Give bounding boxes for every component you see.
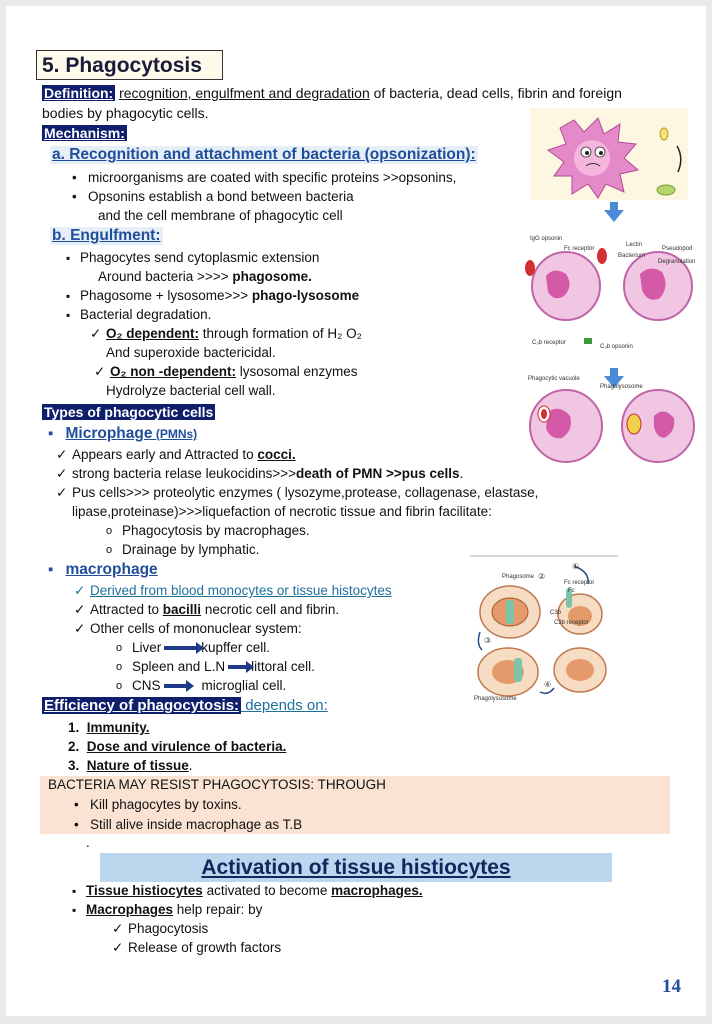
dose-term: Dose and virulence of bacteria. <box>86 739 287 754</box>
fig1-c3b-opsonin-label: C₃b opsonin <box>600 344 633 350</box>
macrophage-point-2-post: necrotic cell and fibrin. <box>201 602 340 617</box>
microglial-label: microglial cell. <box>201 678 287 693</box>
page <box>6 6 706 1016</box>
section-title: 5. Phagocytosis <box>36 50 223 80</box>
macrophage-figure <box>470 554 618 704</box>
fig1-vacuole-label: Phagocytic vacuole <box>528 376 580 382</box>
fig2-step4-label: ④ <box>544 680 552 689</box>
activation-point-1-mid: activated to become <box>202 883 332 898</box>
recognition-bullet-2-cont: and the cell membrane of phagocytic cell <box>98 208 343 223</box>
efficiency-heading <box>42 697 328 715</box>
fig2-phagosome-label: Phagosome <box>502 574 535 580</box>
activation-point-1 <box>86 882 423 900</box>
macrophage-heading-wrap: ▪ macrophage <box>48 561 158 578</box>
efficiency-item-2: 2. Dose and virulence of bacteria. <box>68 739 287 754</box>
phagocytosis-figure <box>514 106 696 468</box>
microphage-sub-1: o Phagocytosis by macrophages. <box>122 522 310 540</box>
resist-bullet-1: • Kill phagocytes by toxins. <box>90 796 242 814</box>
stray-dot: . <box>86 835 90 850</box>
cns-label: CNS <box>132 678 161 693</box>
microphage-point-3-cont: lipase,proteinase)>>>liquefaction of necrotic tissue and fibrin facilitate: <box>72 504 492 519</box>
definition-line <box>42 84 622 102</box>
engulfment-step-1-cont <box>98 268 312 286</box>
pus-cells-term: death of PMN >>pus cells <box>296 466 460 481</box>
resist-heading: BACTERIA MAY RESIST PHAGOCYTOSIS: THROUGH <box>48 777 386 792</box>
macrophage-point-2-pre: Attracted to <box>90 602 163 617</box>
fig1-lectin-label: Lectin <box>626 242 643 248</box>
o2-nondependent-label: O₂ non -dependent: <box>110 364 236 379</box>
microphage-heading: Microphage <box>65 425 153 442</box>
microphage-sub-2: o Drainage by lymphatic. <box>122 541 259 559</box>
fig1-igg-label: IgG opsonin <box>530 236 563 242</box>
immunity-term: Immunity. <box>86 720 150 735</box>
tissue-term-post: . <box>188 758 193 773</box>
liver-label: Liver <box>132 640 162 655</box>
fig2-c3b-receptor-label: C3b receptor <box>554 620 589 626</box>
mononuclear-liver <box>132 639 270 657</box>
efficiency-item-1: 1. Immunity. <box>68 720 150 735</box>
microphage-heading-wrap: ▪ Microphage (PMNs) <box>48 425 198 442</box>
resist-bullet-2: • Still alive inside macrophage as T.B <box>90 816 302 834</box>
macrophage-point-2 <box>90 601 339 619</box>
fig1-c3b-receptor-label: C₃b receptor <box>532 340 566 346</box>
efficiency-label: Efficiency of phagocytosis: <box>44 697 240 714</box>
repair-growth-factors: ✓ Release of growth factors <box>128 939 281 957</box>
phagocytosis-illustration <box>514 106 696 468</box>
efficiency-item-3: 3. Nature of tissue. <box>68 758 193 773</box>
engulfment-heading: b. Engulfment: <box>52 227 161 244</box>
recognition-heading: a. Recognition and attachment of bacteria (opsonization): <box>52 146 476 163</box>
definition-line2: bodies by phagocytic cells. <box>42 105 209 121</box>
microphage-point-2-post: . <box>459 466 464 481</box>
mononuclear-cns <box>132 677 286 695</box>
o2-nondependent <box>110 363 358 381</box>
arrow-right-icon <box>164 684 188 688</box>
fig2-step3-label: ③ <box>484 636 492 645</box>
microphage-point-2-pre: strong bacteria relase leukocidins>>> <box>72 466 297 481</box>
o2-dependent-cont: And superoxide bactericidal. <box>106 345 276 360</box>
macrophage-point-1: ✓ Derived from blood monocytes or tissue histocytes <box>90 582 392 600</box>
phagosome-term: phagosome. <box>232 269 312 284</box>
bacilli-term: bacilli <box>162 602 202 617</box>
engulfment-step-3: ▪ Bacterial degradation. <box>80 306 211 324</box>
fig2-step1-label: ① <box>572 562 580 571</box>
fig2-phagolysosome-label: Phagolysosome <box>474 696 517 702</box>
fig1-phagolysosome-label: Phagolysosome <box>600 384 643 390</box>
engulfment-step-2 <box>80 287 359 305</box>
mononuclear-spleen <box>132 658 315 676</box>
phagolysosome-term: phago-lysosome <box>251 288 360 303</box>
fig2-fc-receptor-label: Fc receptor <box>564 580 595 586</box>
fig2-c3b-label: C3b <box>550 610 562 616</box>
mechanism-label: Mechanism: <box>44 125 125 141</box>
macrophage-point-3: ✓ Other cells of mononuclear system: <box>90 620 302 638</box>
recognition-bullet-2: • Opsonins establish a bond between bacteria <box>88 188 354 206</box>
engulfment-step-1: ▪ Phagocytes send cytoplasmic extension <box>80 249 319 267</box>
microphage-point-1 <box>72 446 296 464</box>
activation-point-2-rest: help repair: by <box>173 902 263 917</box>
repair-phagocytosis: ✓ Phagocytosis <box>128 920 208 938</box>
fig2-step2-label: ② <box>538 572 546 581</box>
fig1-degran-label: Degranulation <box>658 259 696 265</box>
recognition-bullet-1: • microorganisms are coated with specific proteins >>opsonins, <box>88 169 456 187</box>
arrow-right-icon <box>164 646 198 650</box>
o2-dependent-label: O₂ dependent: <box>106 326 199 341</box>
phagosome-pre: Around bacteria >>>> <box>98 269 233 284</box>
microphage-point-2 <box>72 465 463 483</box>
microphage-point-3: ✓ Pus cells>>> proteolytic enzymes ( lysozyme,protease, collagenase, elastase, <box>72 484 538 502</box>
o2-nondependent-text: lysosomal enzymes <box>235 364 358 379</box>
o2-nondependent-cont: Hydrolyze bacterial cell wall. <box>106 383 276 398</box>
o2-dependent-text: through formation of H₂ O₂ <box>199 326 362 341</box>
fig1-bacterium-label: Bacterium <box>618 253 646 259</box>
microphage-pmn: (PMNs) <box>152 427 198 441</box>
definition-rest: of bacteria, dead cells, fibrin and foreign <box>369 85 622 101</box>
microphage-point-1-pre: Appears early and Attracted to <box>72 447 258 462</box>
cocci-term: cocci. <box>257 447 296 462</box>
kupffer-label: kupffer cell. <box>201 640 271 655</box>
efficiency-depends: depends on: <box>241 697 328 714</box>
types-label: Types of phagocytic cells <box>44 404 214 420</box>
macrophage-heading: macrophage <box>65 561 158 578</box>
tissue-term: Nature of tissue <box>86 758 189 773</box>
activation-point-2 <box>86 901 262 919</box>
tissue-histiocytes-term: Tissue histiocytes <box>86 883 203 898</box>
page-number: 14 <box>662 976 681 997</box>
fig1-pseudopod-label: Pseudopod <box>662 246 693 252</box>
activation-heading: Activation of tissue histiocytes <box>100 853 612 882</box>
definition-label: Definition: <box>44 85 114 101</box>
fig2-fc-label: Fc <box>568 588 575 594</box>
arrow-right-icon <box>228 665 248 669</box>
spleen-label: Spleen and L.N <box>132 659 226 674</box>
macrophages-term: macrophages. <box>331 883 423 898</box>
macrophages-term-2: Macrophages <box>86 902 174 917</box>
fig1-fc-label: Fc receptor <box>564 246 595 252</box>
o2-dependent <box>106 325 362 343</box>
littoral-label: littoral cell. <box>251 659 315 674</box>
types-label-wrap <box>42 403 215 421</box>
definition-underlined: recognition, engulfment and degradation <box>119 85 370 101</box>
mechanism-label-wrap <box>42 124 127 142</box>
phagolysosome-pre: Phagosome + lysosome>>> <box>80 288 252 303</box>
